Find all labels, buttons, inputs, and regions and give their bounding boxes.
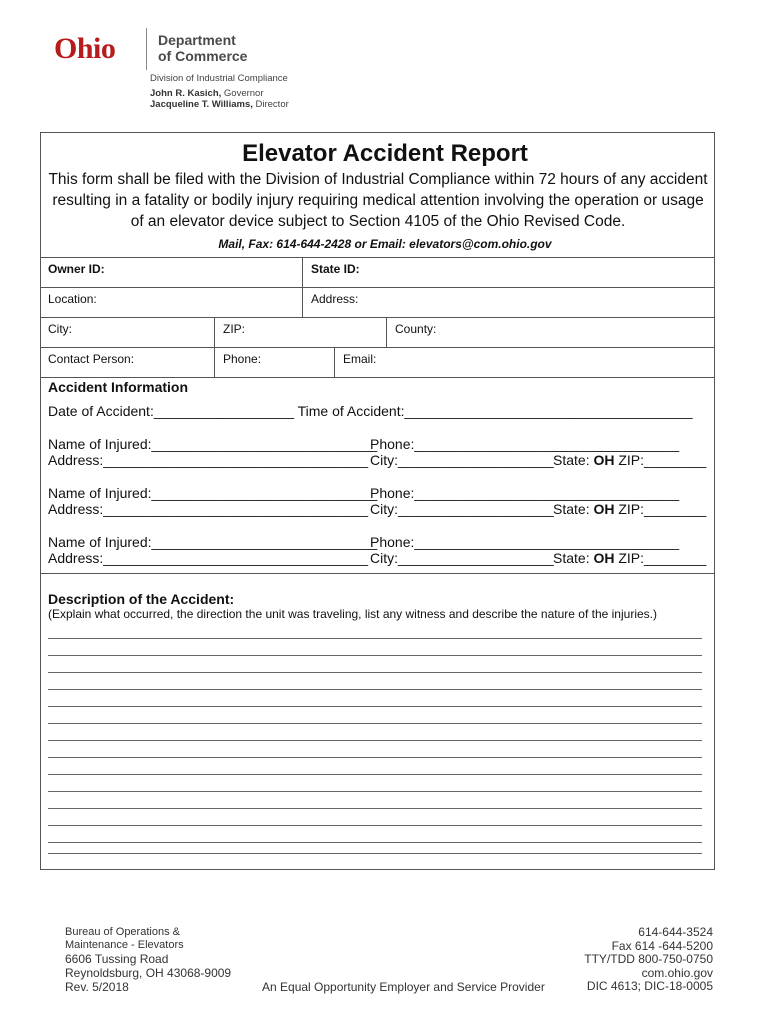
injured-2-address-field[interactable]: Address:__________________________________ xyxy=(48,501,368,517)
governor-line xyxy=(150,88,264,99)
injured-1-address-field[interactable]: Address:__________________________________ xyxy=(48,452,368,468)
grid-row-city xyxy=(40,317,715,347)
zip-field[interactable]: ZIP: xyxy=(214,318,386,347)
governor-name: John R. Kasich, xyxy=(150,88,222,99)
state-label: State: xyxy=(553,550,594,566)
state-value: OH xyxy=(593,501,615,517)
form-intro: This form shall be filed with the Division of Industrial Compliance within 72 hours of any accident resulting in a fatality or bodily injury requiring medical attention involving the operation or usage of an elevator device subject to Section 4105 of the Ohio Revised Code. xyxy=(48,171,708,230)
injured-3-state-zip-field[interactable] xyxy=(553,550,706,566)
injured-2-city-field[interactable]: City:____________________ xyxy=(370,501,554,517)
injured-3-name-field[interactable]: Name of Injured:_____________________________ xyxy=(48,534,378,550)
logo-divider xyxy=(146,28,147,70)
description-instructions: (Explain what occurred, the direction the unit was traveling, list any witness and describe the nature of the injuries.) xyxy=(48,607,657,621)
injured-3-address-field[interactable]: Address:__________________________________ xyxy=(48,550,368,566)
dept-line-2: of Commerce xyxy=(158,48,248,64)
description-line[interactable] xyxy=(48,791,702,792)
submission-contact: Mail, Fax: 614-644-2428 or Email: elevators@com.ohio.gov xyxy=(218,237,552,251)
governor-title: Governor xyxy=(221,88,264,99)
description-line[interactable] xyxy=(48,672,702,673)
description-line[interactable] xyxy=(48,723,702,724)
footer-left-line: Reynoldsburg, OH 43068-9009 xyxy=(65,966,232,980)
state-label: State: xyxy=(553,452,594,468)
description-line[interactable] xyxy=(48,842,702,843)
injured-1-city-field[interactable]: City:____________________ xyxy=(370,452,554,468)
description-line[interactable] xyxy=(48,638,702,639)
grid-row-location xyxy=(40,287,715,317)
address-field[interactable]: Address: xyxy=(302,288,715,317)
accident-info-heading: Accident Information xyxy=(48,379,189,395)
phone-field[interactable]: Phone: xyxy=(214,348,334,377)
city-field[interactable]: City: xyxy=(48,322,72,336)
dept-line-1: Department xyxy=(158,32,236,48)
description-line[interactable] xyxy=(48,757,702,758)
footer-right-line: TTY/TDD 800-750-0750 xyxy=(584,952,713,966)
injured-3-city-field[interactable]: City:____________________ xyxy=(370,550,554,566)
footer-right-line: DIC 4613; DIC-18-0005 xyxy=(586,979,713,993)
grid-row-contact xyxy=(40,347,715,377)
injured-3-phone-field[interactable]: Phone:__________________________________ xyxy=(370,534,680,550)
contact-person-field[interactable]: Contact Person: xyxy=(48,352,135,366)
form-title: Elevator Accident Report xyxy=(242,140,528,167)
location-field[interactable]: Location: xyxy=(48,292,97,306)
state-label: State: xyxy=(553,501,594,517)
description-line[interactable] xyxy=(48,655,702,656)
ohio-logo-wordmark: Ohio xyxy=(54,32,116,65)
county-field[interactable]: County: xyxy=(386,318,715,347)
division-name: Division of Industrial Compliance xyxy=(150,73,288,84)
zip-line: ZIP:________ xyxy=(614,501,707,517)
state-value: OH xyxy=(593,550,615,566)
section-divider xyxy=(40,573,715,574)
grid-row-ids xyxy=(40,257,715,287)
director-title: Director xyxy=(252,99,289,110)
footer-right-line: Fax 614 -644-5200 xyxy=(611,938,713,953)
footer-right-line: com.ohio.gov xyxy=(641,965,713,980)
date-time-of-accident-field[interactable]: Date of Accident:__________________ Time of Accident:_____________________________________ xyxy=(48,403,693,419)
description-line[interactable] xyxy=(48,689,702,690)
director-line xyxy=(150,99,289,110)
director-name: Jacqueline T. Williams, xyxy=(150,99,253,110)
description-line[interactable] xyxy=(48,825,702,826)
injured-2-state-zip-field[interactable] xyxy=(553,501,706,517)
footer-left-line: Rev. 5/2018 xyxy=(65,980,129,994)
state-value: OH xyxy=(593,452,615,468)
injured-2-name-field[interactable]: Name of Injured:_____________________________ xyxy=(48,485,378,501)
footer-left-line: 6606 Tussing Road xyxy=(65,952,169,966)
zip-line: ZIP:________ xyxy=(614,452,707,468)
owner-id-field[interactable]: Owner ID: xyxy=(48,262,105,276)
footer-contact xyxy=(584,926,713,994)
state-id-field[interactable]: State ID: xyxy=(302,258,715,287)
email-field[interactable]: Email: xyxy=(334,348,715,377)
injured-1-state-zip-field[interactable] xyxy=(553,452,706,468)
department-name xyxy=(158,32,247,64)
injured-1-name-field[interactable]: Name of Injured:_____________________________ xyxy=(48,436,378,452)
description-heading: Description of the Accident: xyxy=(48,591,235,607)
description-line[interactable] xyxy=(48,706,702,707)
footer-left-line: Maintenance - Elevators xyxy=(65,939,184,951)
description-line[interactable] xyxy=(48,774,702,775)
grid-bottom-border xyxy=(40,377,715,378)
footer-left-line: Bureau of Operations & xyxy=(65,926,180,938)
footer-right-line: 614-644-3524 xyxy=(638,925,713,939)
footer-address xyxy=(65,926,231,994)
description-line[interactable] xyxy=(48,853,702,854)
zip-line: ZIP:________ xyxy=(614,550,707,566)
description-line[interactable] xyxy=(48,808,702,809)
injured-2-phone-field[interactable]: Phone:__________________________________ xyxy=(370,485,680,501)
injured-1-phone-field[interactable]: Phone:__________________________________ xyxy=(370,436,680,452)
owner-info-grid xyxy=(40,257,715,378)
footer-eoe-statement: An Equal Opportunity Employer and Service Provider xyxy=(262,980,545,994)
description-line[interactable] xyxy=(48,740,702,741)
